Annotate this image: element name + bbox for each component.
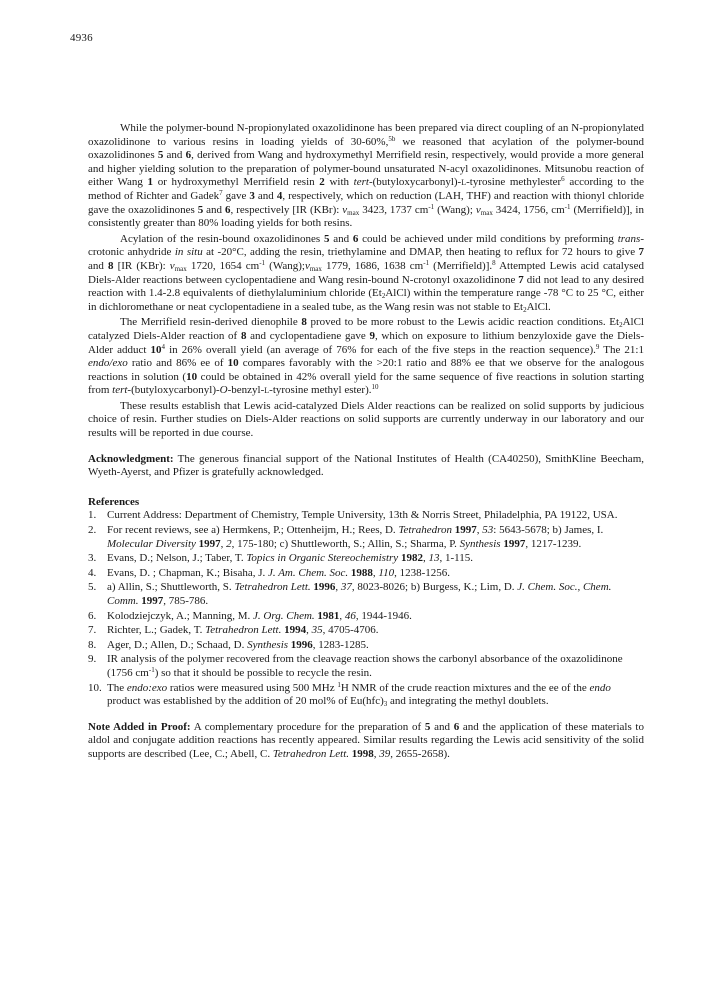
reference-item: [88, 653, 644, 680]
reference-number: 3.: [88, 552, 97, 565]
reference-text: a) Allin, S.; Shuttleworth, S. Tetrahedron Lett. 1996, 37, 8023-8026; b) Burgess, K.; Lim, D. J. Chem. Soc., Chem. Comm. 1997, 785-786.: [107, 581, 612, 607]
reference-number: 6.: [88, 609, 97, 622]
reference-number: 7.: [88, 624, 97, 637]
reference-text: For recent reviews, see a) Hermkens, P.; Ottenheijm, H.; Rees, D. Tetrahedron 1997, 53: 5643-5678; b) James, I. Molecular Diversity 1997, 2, 175-180; c) Shuttleworth, S.; Allin, S.; Sharma, P. Synthesis 1997, 1217-1239.: [107, 524, 604, 550]
reference-text: Richter, L.; Gadek, T. Tetrahedron Lett. 1994, 35, 4705-4706.: [107, 624, 379, 637]
reference-text: Current Address: Department of Chemistry, Temple University, 13th & Norris Street, Philadelphia, PA 19122, USA.: [107, 509, 618, 522]
reference-text: Evans, D.; Nelson, J.; Taber, T. Topics in Organic Stereochemistry 1982, 13, 1-115.: [107, 552, 473, 565]
reference-item: [88, 524, 644, 551]
reference-text: The endo:exo ratios were measured using 500 MHz $^1$H NMR of the crude reaction mixtures and the ee of the endo product was established by the addition of 20 mol% of $Eu(hfc)_3$ and integrating the methyl doublets.: [107, 680, 611, 709]
reference-number: 9.: [88, 653, 97, 666]
page-number: 4936: [70, 32, 93, 44]
reference-item: [88, 639, 644, 653]
body-paragraph-2: Acylation of the resin-bound oxazolidinones 5 and 6 could be achieved under mild conditions by preforming trans-crotonic anhydride in situ at -20°C, adding the resin, triethylamine and DMAP, then heating to reflux for 72 hours to give 7 and 8 [IR (KBr): $v_{max}$ 1720, 1654 $cm^{-1}$ $(Wang);v_{max}$ 1779, 1686, 1638 $cm^{-1}$ (Merrifield)].$^8$ Attempted Lewis acid catalysed Diels-Alder reactions between cyclopentadiene and Wang resin-bound N-crotonyl oxazolidinone 7 did not lead to any desired reaction with 1.4-2.8 equivalents of diethylaluminium chloride $(Et_2AlCl)$ within the temperature range -78 °C to 25 °C, either in dichloromethane or neat cyclopentadiene in a sealed tube, as the Wang resin was not stable to $Et_2AlCl$.: [88, 232, 645, 314]
reference-item: [88, 581, 644, 608]
reference-number: 5.: [88, 581, 97, 594]
reference-item: [88, 552, 644, 566]
reference-number: 2.: [88, 524, 97, 537]
reference-number: 10.: [88, 681, 102, 694]
reference-text: IR analysis of the polymer recovered from the cleavage reaction shows the carbonyl absorbance of the oxazolidinone (1756 $cm^{-1}$) so that it should be possible to recycle the resin.: [107, 653, 623, 679]
reference-text: Evans, D. ; Chapman, K.; Bisaha, J. J. Am. Chem. Soc. 1988, 110, 1238-1256.: [107, 566, 451, 579]
reference-item: [88, 567, 644, 581]
note-added-in-proof: Note Added in Proof: A complementary procedure for the preparation of 5 and 6 and the application of these materials to aldol and conjugate addition reactions has recently appeared. Similar results regarding the Lewis acid sensitivity of the solid supports are described (Lee, C.; Abell, C. Tetrahedron Lett. 1998, 39, 2655-2658).: [88, 720, 644, 760]
body-paragraph-3: The Merrifield resin-derived dienophile 8 proved to be more robust to the Lewis acidic reaction conditions. $Et_2AlCl$ catalyzed Diels-Alder reaction of 8 and cyclopentadiene gave 9, which on exposure to lithium benzyloxide gave the Diels-Alder adduct $10^4$ in 26% overall yield (an average of 76% for each of the five steps in the reaction sequence).$^9$ The 21:1 endo/exo ratio and 86% ee of 10 compares favorably with the >20:1 ratio and 88% ee that we observe for the analogous reactions in solution (10 could be obtained in 42% overall yield for the same sequence of five reactions in solution starting from tert-(butyloxycarbonyl)-O-benzyl-l-tyrosine methyl ester).$^{10}$: [88, 316, 644, 397]
reference-item: [88, 509, 644, 523]
references-list: [88, 509, 644, 708]
reference-number: 8.: [88, 638, 97, 651]
reference-text: Kolodziejczyk, A.; Manning, M. J. Org. Chem. 1981, 46, 1944-1946.: [107, 609, 412, 622]
reference-number: 4.: [88, 566, 97, 579]
reference-item: [88, 682, 644, 709]
reference-number: 1.: [88, 509, 97, 522]
body-paragraph-1: While the polymer-bound N-propionylated oxazolidinone has been prepared via direct coupling of an N-propionylated oxazolidinone to various resins in loading yields of 30-60%,$^{5b}$ we reasoned that acylation of the polymer-bound oxazolidinones 5 and 6, derived from Wang and hydroxymethyl Merrifield resin, respectively, would provide a more general and higher yielding solution to the preparation of polymer-bound unsaturated N-acyl oxazolidinones. Mitsunobu reaction of either Wang 1 or hydroxymethyl Merrifield resin 2 with tert-(butyloxycarbonyl)-l-tyrosine methylester$^6$ according to the method of Richter and Gadek$^7$ gave 3 and 4, respectively, which on reduction (LAH, THF) and reaction with thionyl chloride gave the oxazolidinones 5 and 6, respectively [IR (KBr): $v_{max}$ 3423, 1737 $cm^{-1}$ (Wang); $v_{max}$ 3424, 1756, $cm^{-1}$ (Merrifield)], in consistently greater than 80% loading yields for both resins.: [88, 122, 645, 230]
references-heading: References: [88, 495, 140, 508]
body-paragraph-4: These results establish that Lewis acid-catalyzed Diels Alder reactions can be realized on solid supports by judicious choice of resin. Further studies on Diels-Alder reactions on solid supports are currently underway in our laboratory and our results will be reported in due course.: [88, 399, 644, 440]
acknowledgment: Acknowledgment: The generous financial support of the National Institutes of Health (CA40250), SmithKline Beecham, Wyeth-Ayerst, and Pfizer is gratefully acknowledged.: [88, 452, 644, 479]
reference-item: [88, 610, 644, 624]
reference-text: Ager, D.; Allen, D.; Schaad, D. Synthesis 1996, 1283-1285.: [107, 638, 369, 651]
reference-item: [88, 624, 644, 638]
article-body: [88, 122, 644, 762]
